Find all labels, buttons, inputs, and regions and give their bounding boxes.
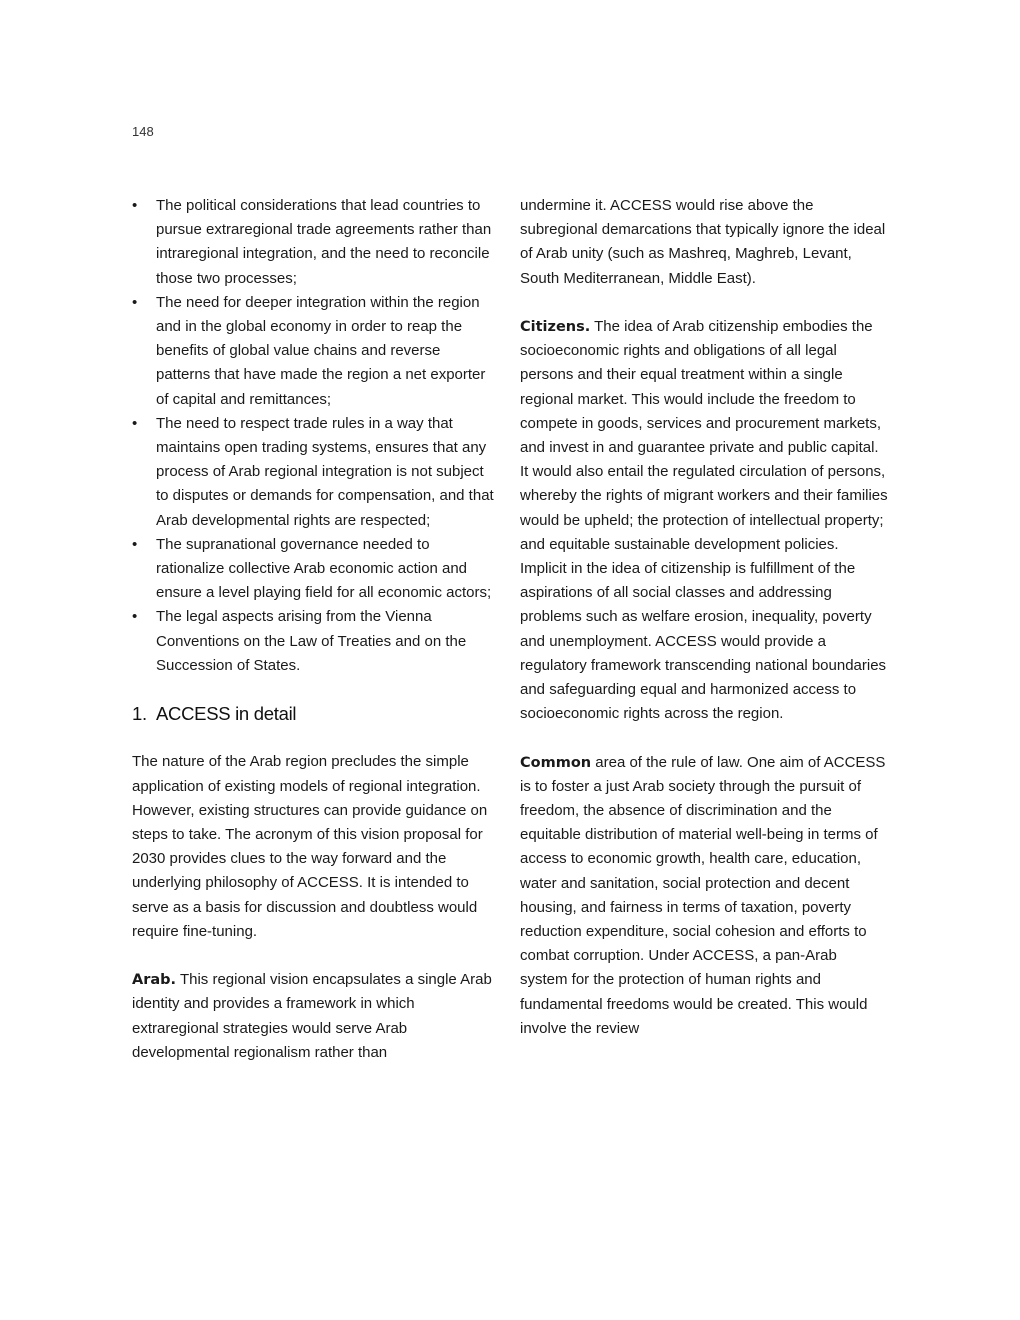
citizens-paragraph: [520, 315, 888, 726]
right-column: [520, 194, 888, 1041]
bullet-icon: •: [132, 293, 138, 311]
citizens-lead: Citizens.: [520, 319, 591, 335]
arab-text: This regional vision encapsulates a single Arab identity and provides a framework in which extraregional strategies would serve Arab developmental regionalism rather than: [132, 971, 492, 1061]
list-item: [132, 605, 498, 678]
common-paragraph: [520, 751, 888, 1041]
list-item: [132, 291, 498, 412]
list-item-text: The need for deeper integration within the region and in the global economy in order to reap the benefits of global value chains and reverse patterns that have made the region a net exporter of capital and remittances;: [156, 293, 486, 408]
intro-paragraph: The nature of the Arab region precludes the simple application of existing models of regional integration. However, existing structures can provide guidance on steps to take. The acronym of this vision proposal for 2030 provides clues to the way forward and the underlying philosophy of ACCESS. It is intended to serve as a basis for discussion and doubtless would require fine-tuning.: [132, 753, 488, 940]
considerations-list: [132, 194, 498, 678]
citizens-text: The idea of Arab citizenship embodies the socioeconomic rights and obligations of all legal persons and their equal treatment within a single regional market. This would include the freedom to compete in goods, services and procurement markets, and invest in and guarantee private and public capital. It would also entail the regulated circulation of persons, whereby the rights of migrant workers and their families would be upheld; the protection of intellectual property; and equitable sustainable development policies. Implicit in the idea of citizenship is fulfillment of the aspirations of all social classes and addressing problems such as welfare erosion, inequality, poverty and unemployment. ACCESS would provide a regulatory framework transcending national boundaries and safeguarding equal and harmonized access to socioeconomic rights across the region.: [520, 318, 888, 723]
page-number: 148: [132, 124, 154, 139]
list-item: [132, 194, 498, 291]
spacer: [520, 291, 888, 315]
bullet-icon: •: [132, 197, 138, 214]
list-item-text: The legal aspects arising from the Vienna Conventions on the Law of Treaties and on the Succession of States.: [156, 608, 467, 674]
spacer: [132, 944, 498, 968]
bullet-icon: •: [132, 608, 138, 626]
arab-lead: Arab.: [132, 972, 177, 989]
list-item-text: The need to respect trade rules in a way that maintains open trading systems, ensures that any process of Arab regional integration is not subject to disputes or demands for compensation, and that Arab developmental rights are respected;: [156, 414, 494, 529]
bullet-icon: •: [132, 535, 138, 553]
list-item: [132, 533, 498, 606]
bullet-icon: •: [132, 414, 138, 432]
continuation-paragraph: undermine it. ACCESS would rise above the subregional demarcations that typically ignore the ideal of Arab unity (such as Mashreq, Maghreb, Levant, South Mediterranean, Middle East).: [520, 197, 886, 287]
spacer: [132, 726, 498, 750]
arab-paragraph: [132, 968, 498, 1065]
section-title: ACCESS in detail: [156, 703, 297, 725]
left-column: [132, 194, 498, 1065]
spacer: [520, 726, 888, 750]
common-text: area of the rule of law. One aim of ACCESS is to foster a just Arab society through the pursuit of freedom, the absence of discrimination and the equitable distribution of material well-being in terms of access to economic growth, health care, education, water and sanitation, social protection and decent housing, and fairness in terms of taxation, poverty reduction expenditure, social cohesion and efforts to combat corruption. Under ACCESS, a pan-Arab system for the protection of human rights and fundamental freedoms would be created. This would involve the review: [520, 753, 886, 1037]
list-item-text: The political considerations that lead countries to pursue extraregional trade agreements rather than intraregional integration, and the need to reconcile those two processes;: [156, 197, 492, 287]
common-lead: Common: [520, 754, 592, 771]
list-item: [132, 412, 498, 533]
list-item-text: The supranational governance needed to rationalize collective Arab economic action and ensure a level playing field for all economic actors;: [156, 535, 492, 602]
spacer: [132, 678, 498, 702]
section-number: 1.: [132, 703, 147, 725]
section-heading: [132, 702, 498, 726]
